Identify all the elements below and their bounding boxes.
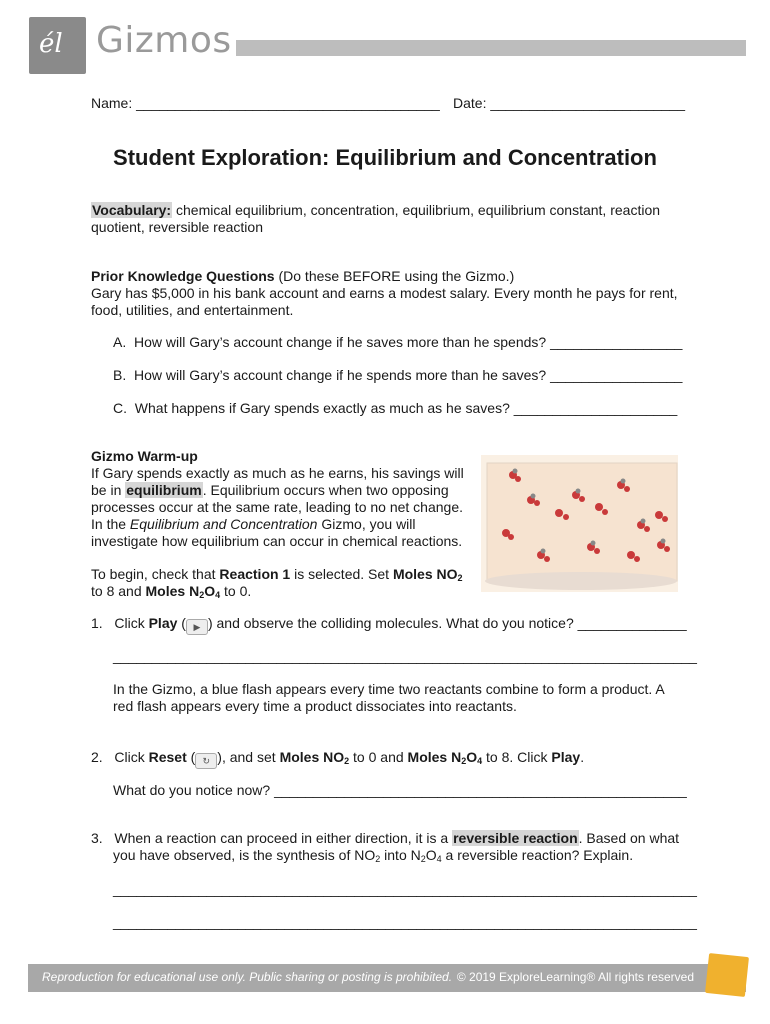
- text: be in: [91, 482, 126, 498]
- warmup-line5: investigate how equilibrium can occur in chemical reactions.: [91, 533, 463, 549]
- warmup-line3: processes occur at the same rate, leading to no net change.: [91, 499, 464, 515]
- text: into N: [380, 847, 421, 863]
- q2-number: 2.: [91, 749, 103, 765]
- q1-line: [91, 615, 687, 635]
- question-c: [113, 400, 677, 417]
- q3-line2: [113, 847, 633, 864]
- question-text: What happens if Gary spends exactly as much as he saves? _____________________: [134, 400, 678, 416]
- footer-logo-icon: [705, 953, 749, 997]
- text: you have observed, is the synthesis of NO: [113, 847, 376, 863]
- q1-answer-line[interactable]: ___________________________________________________________________________: [113, 648, 697, 664]
- brand-name: Gizmos: [96, 20, 232, 61]
- prior-heading: Prior Knowledge Questions: [91, 268, 275, 284]
- prior-note: (Do these BEFORE using the Gizmo.): [278, 268, 515, 284]
- text: Moles N: [407, 749, 462, 765]
- footer-bar: [28, 964, 746, 992]
- subscript: 2: [457, 573, 463, 583]
- subscript: 2: [375, 854, 381, 864]
- text: Reset: [148, 749, 187, 765]
- name-field[interactable]: Name: _______________________________________: [91, 95, 440, 111]
- q1-para1: In the Gizmo, a blue flash appears every time two reactants combine to form a product. A: [113, 681, 665, 697]
- warmup-line2: [91, 482, 449, 499]
- text: ) and observe the colliding molecules. What do you notice? ______________: [207, 615, 687, 631]
- text: to 0.: [220, 583, 252, 599]
- text: to 8 and: [91, 583, 146, 599]
- page-title: Student Exploration: Equilibrium and Concentration: [113, 145, 657, 170]
- question-letter: A.: [113, 334, 127, 350]
- warmup-line4: [91, 516, 416, 533]
- gizmo-name: Equilibrium and Concentration: [129, 516, 318, 532]
- text: .: [580, 749, 585, 765]
- date-field[interactable]: Date: _________________________: [453, 95, 686, 111]
- text: Moles N: [145, 583, 200, 599]
- begin-line2: [91, 583, 251, 600]
- prior-line2: food, utilities, and entertainment.: [91, 302, 294, 318]
- q1-number: 1.: [91, 615, 103, 631]
- vocabulary: [91, 202, 660, 219]
- text: O: [425, 847, 437, 863]
- text: Moles NO: [392, 566, 458, 582]
- text: O: [204, 583, 216, 599]
- q2-notice[interactable]: What do you notice now? _____________________________________________________: [113, 782, 687, 798]
- subscript: 4: [215, 590, 221, 600]
- subscript: 4: [477, 756, 483, 766]
- q2-line: [91, 749, 584, 769]
- text: . Equilibrium occurs when two opposing: [202, 482, 449, 498]
- text: To begin, check that: [91, 566, 220, 582]
- term-reversible-reaction: reversible reaction: [453, 830, 578, 846]
- logo-glyph: él: [39, 29, 63, 59]
- text: (: [186, 749, 196, 765]
- question-b: [113, 367, 682, 384]
- vocabulary-label: Vocabulary:: [92, 202, 172, 218]
- q3-line1: [91, 830, 679, 847]
- begin-line1: [91, 566, 463, 583]
- text: O: [466, 749, 478, 765]
- q3-answer-line1[interactable]: ___________________________________________________________________________: [113, 881, 697, 897]
- text: Play: [551, 749, 581, 765]
- footer-copyright: © 2019 ExploreLearning® All rights reserved: [456, 970, 694, 984]
- text: When a reaction can proceed in either direction, it is a: [114, 830, 453, 846]
- q3-answer-line2[interactable]: ___________________________________________________________________________: [113, 914, 697, 930]
- q3-number: 3.: [91, 830, 103, 846]
- text: Gizmo, you will: [317, 516, 416, 532]
- header-bar: [236, 40, 746, 56]
- question-letter: B.: [113, 367, 127, 383]
- text: In the: [91, 516, 130, 532]
- subscript: 4: [436, 854, 442, 864]
- footer-notice: Reproduction for educational use only. Public sharing or posting is prohibited.: [42, 970, 453, 984]
- molecules-illustration: [481, 455, 678, 592]
- text: . Based on what: [578, 830, 680, 846]
- question-letter: C.: [113, 400, 127, 416]
- subscript: 2: [420, 854, 426, 864]
- text: to 8. Click: [482, 749, 552, 765]
- text: Play: [148, 615, 178, 631]
- text: Click: [114, 615, 149, 631]
- prior-heading-row: [91, 268, 514, 285]
- text: (: [177, 615, 186, 631]
- warmup-heading: Gizmo Warm-up: [91, 448, 198, 464]
- text: a reversible reaction? Explain.: [441, 847, 634, 863]
- question-a: [113, 334, 682, 351]
- text: ), and set: [217, 749, 280, 765]
- subscript: 2: [461, 756, 467, 766]
- text: to 0 and: [349, 749, 408, 765]
- subscript: 2: [344, 756, 350, 766]
- vocabulary-line2: quotient, reversible reaction: [91, 219, 263, 235]
- text: Click: [114, 749, 149, 765]
- q1-para2: red flash appears every time a product dissociates into reactants.: [113, 698, 517, 714]
- prior-line1: Gary has $5,000 in his bank account and earns a modest salary. Every month he pays for rent,: [91, 285, 678, 301]
- warmup-line1: If Gary spends exactly as much as he earns, his savings will: [91, 465, 464, 481]
- term-equilibrium: equilibrium: [126, 482, 202, 498]
- question-text: How will Gary’s account change if he spends more than he saves? _________________: [134, 367, 683, 383]
- text: Reaction 1: [219, 566, 291, 582]
- vocabulary-line1: chemical equilibrium, concentration, equilibrium, equilibrium constant, reaction: [176, 202, 661, 218]
- question-text: How will Gary’s account change if he saves more than he spends? _________________: [134, 334, 683, 350]
- gizmos-logo: [29, 17, 86, 74]
- play-icon: ▶: [186, 619, 208, 635]
- subscript: 2: [199, 590, 205, 600]
- text: Moles NO: [279, 749, 345, 765]
- gizmo-molecules-image: [481, 455, 678, 592]
- reset-icon: ↻: [195, 753, 217, 769]
- text: is selected. Set: [290, 566, 393, 582]
